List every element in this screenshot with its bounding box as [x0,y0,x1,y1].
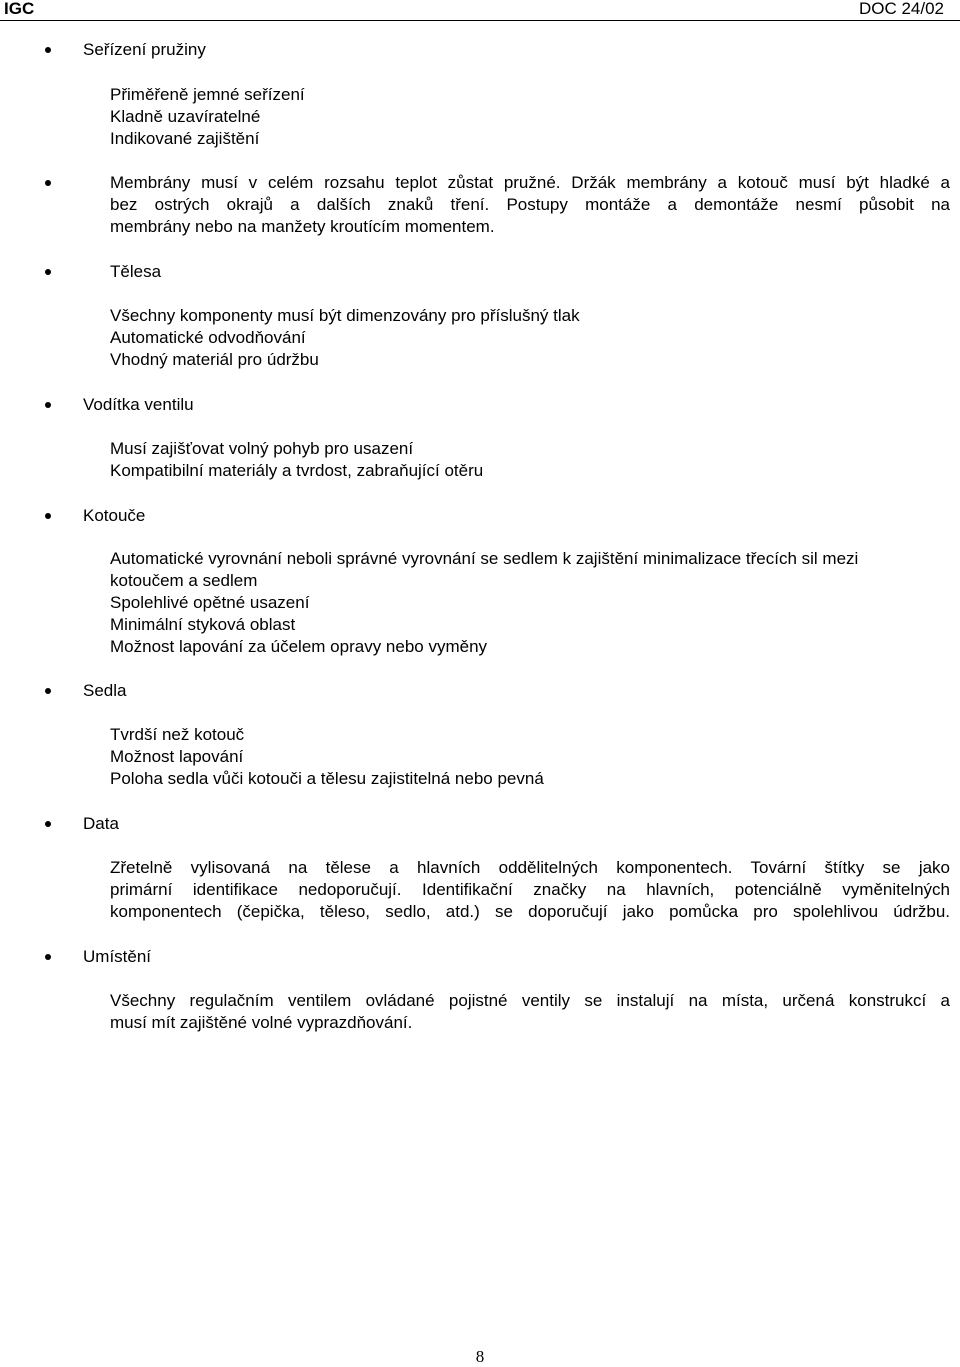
section-text-bodies [110,305,950,371]
header-doc-number: DOC 24/02 [858,0,944,18]
page-number: 8 [475,1347,485,1366]
text-line: bez ostrých okrajů a dalších znaků tření. Postupy montáže a demontáže nesmí působit na [110,195,950,214]
bullet-icon [45,180,51,186]
section-text-valve-guides [110,438,950,482]
text-line: Indikované zajištění [110,129,260,148]
text-line: Zřetelně vylisovaná na tělese a hlavních oddělitelných komponentech. Tovární štítky se jako [110,858,950,877]
section-text-discs [110,548,950,658]
bullet-icon [45,954,51,960]
section-title-location: Umístění [83,947,152,966]
text-line: Automatické odvodňování [110,328,306,347]
bullet-icon [45,269,51,275]
text-line: Spolehlivé opětné usazení [110,593,310,612]
section-text-data [110,857,950,923]
text-line: musí mít zajištěné volné vyprazdňování. [110,1013,413,1032]
section-title-spring-adjustment: Seřízení pružiny [83,40,206,59]
section-title-bodies: Tělesa [110,262,162,281]
text-line: Tvrdší než kotouč [110,725,245,744]
header-org: IGC [4,0,35,18]
section-text-location [110,990,950,1034]
text-line: Musí zajišťovat volný pohyb pro usazení [110,439,414,458]
bullet-icon [45,47,51,53]
bullet-icon [45,402,51,408]
text-line: Všechny komponenty musí být dimenzovány pro příslušný tlak [110,306,580,325]
section-title-valve-guides: Vodítka ventilu [83,395,194,414]
text-line: Minimální styková oblast [110,615,296,634]
bullet-icon [45,821,51,827]
text-line: primární identifikace nedoporučují. Identifikační značky na hlavních, potenciálně vyměnitelných [110,880,950,899]
text-line: Kladně uzavíratelné [110,107,261,126]
section-title-data: Data [83,814,119,833]
section-title-seats: Sedla [83,681,127,700]
text-line: kotoučem a sedlem [110,571,258,590]
section-title-discs: Kotouče [83,506,146,525]
text-line: Možnost lapování [110,747,244,766]
text-line: Přiměřeně jemné seřízení [110,85,305,104]
text-line: Všechny regulačním ventilem ovládané pojistné ventily se instalují na místa, určená konstrukcí a [110,991,950,1010]
section-text-seats [110,724,950,790]
section-text-membranes [110,172,950,238]
bullet-icon [45,688,51,694]
text-line: Vhodný materiál pro údržbu [110,350,319,369]
text-line: komponentech (čepička, těleso, sedlo, atd.) se doporučují jako pomůcka pro spolehlivou údržbu. [110,902,950,921]
section-text-spring-adjustment [110,84,950,150]
text-line: Automatické vyrovnání neboli správné vyrovnání se sedlem k zajištění minimalizace třecích sil mezi [110,549,859,568]
bullet-icon [45,513,51,519]
text-line: membrány nebo na manžety kroutícím momentem. [110,217,495,236]
text-line: Možnost lapování za účelem opravy nebo vyměny [110,637,488,656]
page-header [0,0,960,21]
text-line: Kompatibilní materiály a tvrdost, zabraňující otěru [110,461,484,480]
text-line: Membrány musí v celém rozsahu teplot zůstat pružné. Držák membrány a kotouč musí být hladké a [110,173,950,192]
text-line: Poloha sedla vůči kotouči a tělesu zajistitelná nebo pevná [110,769,544,788]
